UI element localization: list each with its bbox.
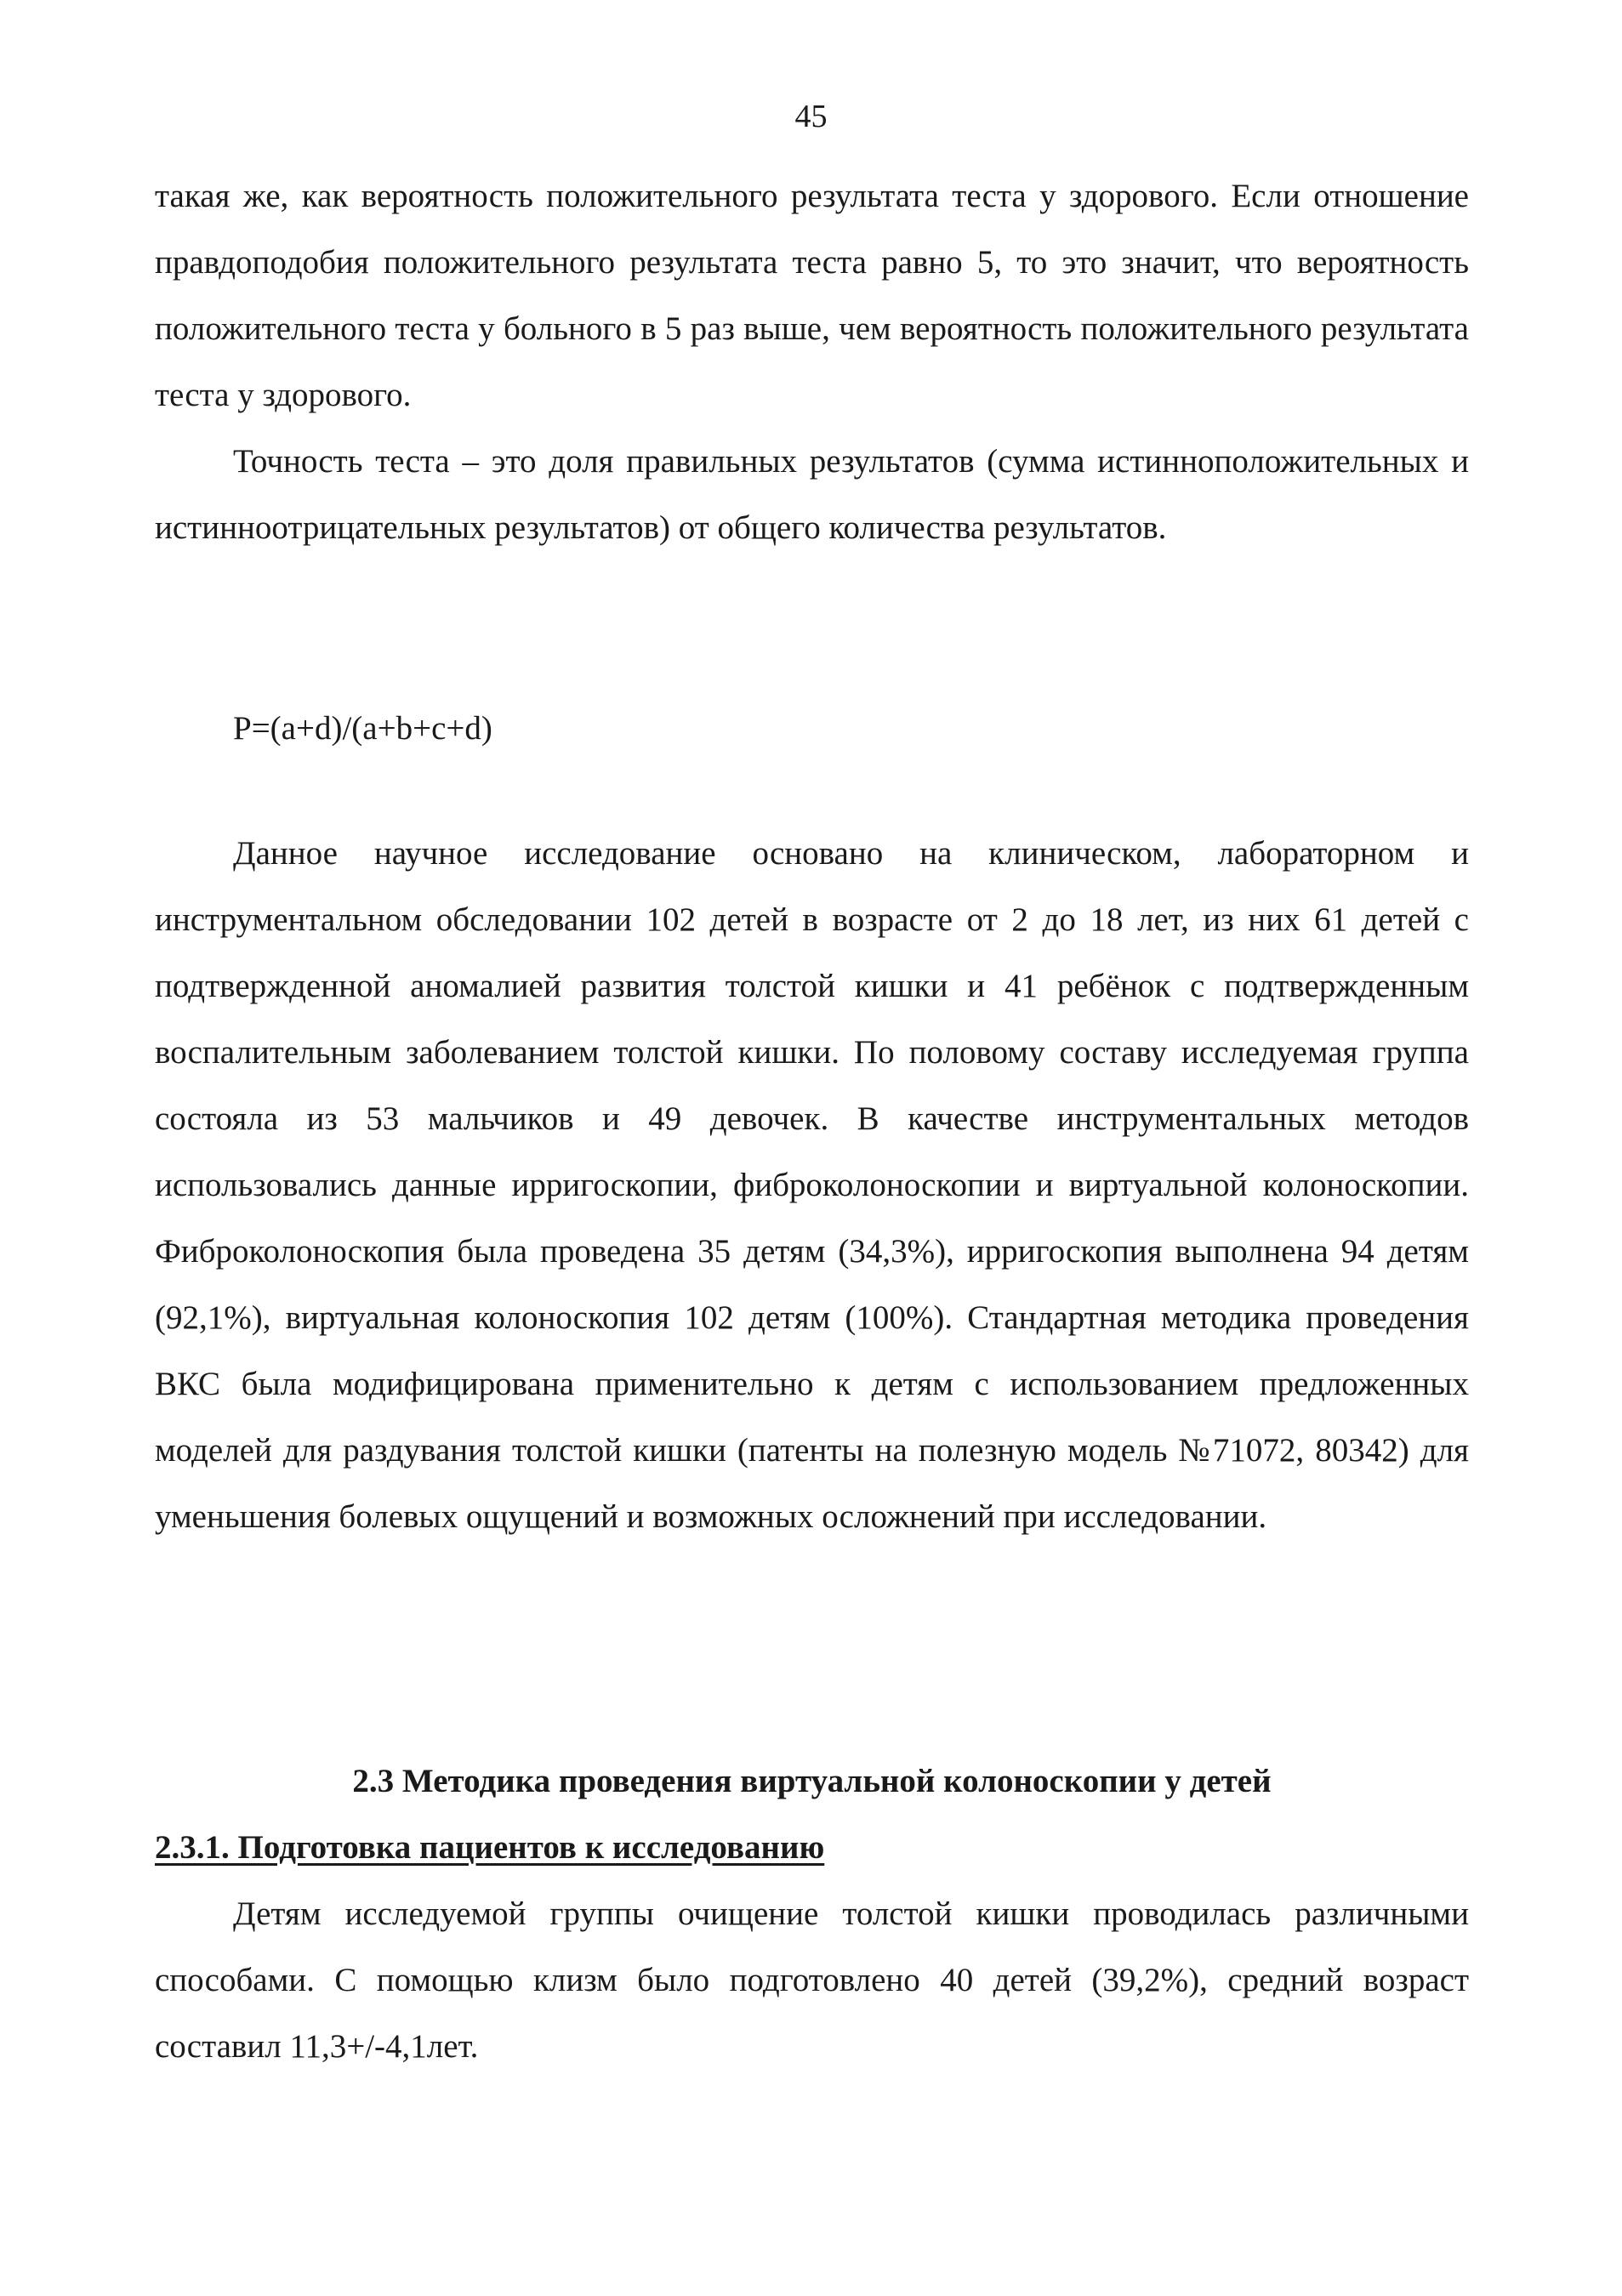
paragraph-patient-preparation: Детям исследуемой группы очищение толстой кишки проводилась различными способами. С помощью клизм было подготовлено 40 детей (39,2%), средний возраст составил 11,3+/-4,1лет. (155, 1895, 1469, 2065)
text-block-study (155, 821, 1469, 1550)
text-block-preparation (155, 1881, 1469, 2080)
paragraph-study-description: Данное научное исследование основано на клиническом, лабораторном и инструментальном обследовании 102 детей в возрасте от 2 до 18 лет, из них 61 детей с подтвержденной аномалией развития толстой кишки и 41 ребёнок с подтвержденным воспалительным заболеванием толстой кишки. По половому составу исследуемая группа состояла из 53 мальчиков и 49 девочек. В качестве инструментальных методов использовались данные ирригоскопии, фиброколоноскопии и виртуальной колоноскопии. Фиброколоноскопия была проведена 35 детям (34,3%), ирригоскопия выполнена 94 детям (92,1%), виртуальная колоноскопия 102 детям (100%). Стандартная методика проведения ВКС была модифицирована применительно к детям с использованием предложенных моделей для раздувания толстой кишки (патенты на полезную модель №71072, 80342) для уменьшения болевых ощущений и возможных осложнений при исследовании. (155, 835, 1469, 1535)
subsection-heading: 2.3.1. Подготовка пациентов к исследованию (155, 1829, 825, 1866)
paragraph-test-accuracy: Точность теста – это доля правильных результатов (сумма истинноположительных и истинноотрицательных результатов) от общего количества результатов. (155, 443, 1469, 546)
paragraph-likelihood-ratio: такая же, как вероятность положительного результата теста у здорового. Если отношение правдоподобия положительного результата теста равно 5, то это значит, что вероятность положительного теста у больного в 5 раз выше, чем вероятность положительного результата теста у здорового. (155, 178, 1469, 413)
section-heading: 2.3 Методика проведения виртуальной колоноскопии у детей (352, 1763, 1272, 1799)
accuracy-formula: P=(a+d)/(a+b+c+d) (233, 710, 492, 747)
text-block-top (155, 163, 1469, 561)
page-number: 45 (794, 99, 828, 134)
